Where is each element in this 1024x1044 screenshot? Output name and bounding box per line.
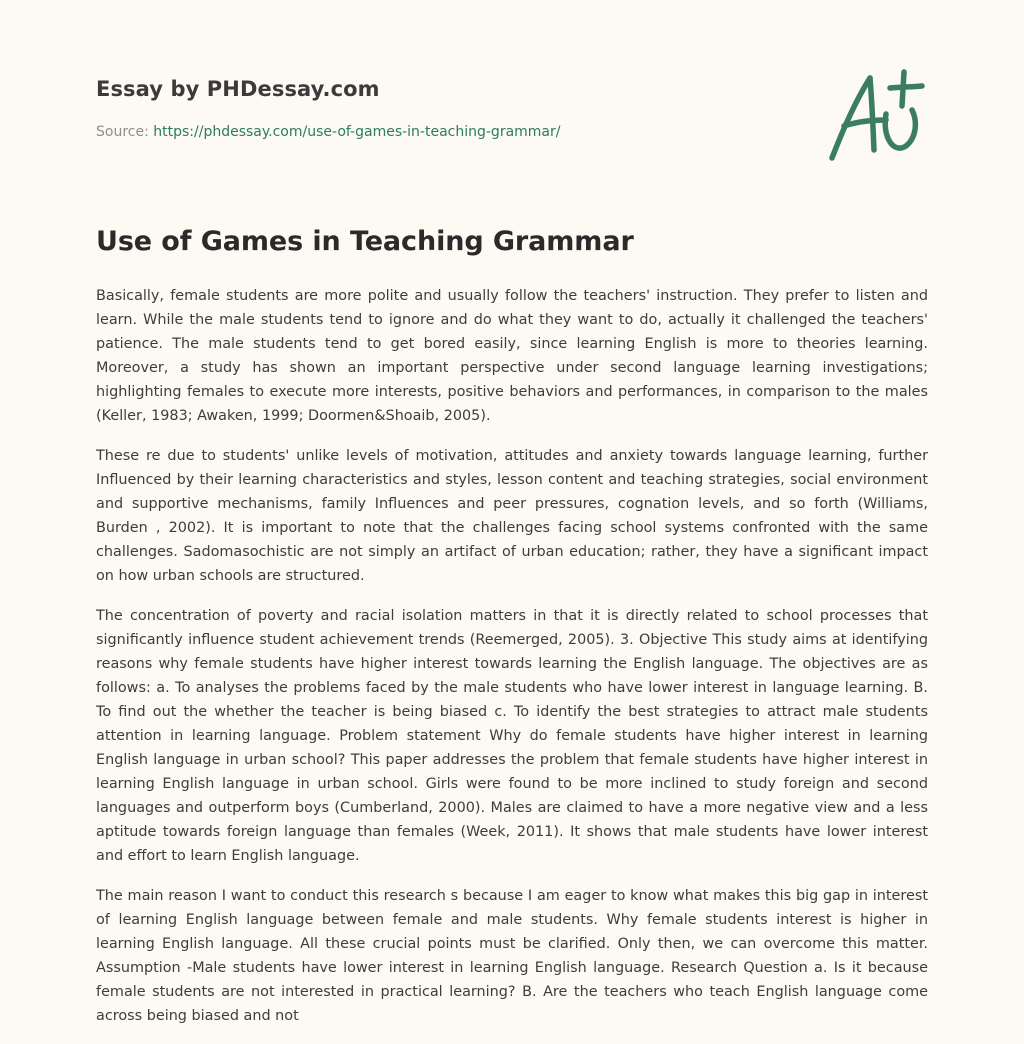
source-line (96, 124, 560, 140)
article-paragraph: The main reason I want to conduct this research s because I am eager to know what makes this big gap in interest of learning English language between female and male students. Why female students interest is higher in learning English language. All these crucial points must be clarified. Only then, we can overcome this matter. Assumption -Male students have lower interest in learning English language. Research Question a. Is it because female students are not interested in practical learning? B. Are the teachers who teach English language come across being biased and not (96, 888, 928, 1024)
article-paragraph: The concentration of poverty and racial isolation matters in that it is directly related to school processes that significantly influence student achievement trends (Reemerged, 2005). 3. Objective This study aims at identifying reasons why female students have higher interest towards learning the English language. The objectives are as follows: a. To analyses the problems faced by the male students who have lower interest in language learning. B. To find out the whether the teacher is being biased c. To identify the best strategies to attract male students attention in learning language. Problem statement Why do female students have higher interest in learning English language in urban school? This paper addresses the problem that female students have higher interest in learning English language in urban school. Girls were found to be more inclined to study foreign and second languages and outperform boys (Cumberland, 2000). Males are claimed to have a more negative view and a less aptitude towards foreign language than females (Week, 2011). It shows that male students have lower interest and effort to learn English language. (96, 608, 928, 864)
article-title: Use of Games in Teaching Grammar (96, 226, 634, 257)
site-brand: Essay by PHDessay.com (96, 77, 380, 101)
essay-page (96, 0, 928, 1044)
article-body (96, 284, 928, 1044)
article-paragraph: These re due to students' unlike levels of motivation, attitudes and anxiety towards language learning, further Influenced by their learning characteristics and styles, lesson content and teaching strategies, social environment and supportive mechanisms, family Influences and peer pressures, cognation levels, and so forth (Williams, Burden , 2002). It is important to note that the challenges facing school systems confronted with the same challenges. Sadomasochistic are not simply an artifact of urban education; rather, they have a significant impact on how urban schools are structured. (96, 448, 928, 584)
page-header (96, 0, 928, 200)
source-label: Source: (96, 124, 154, 140)
a-plus-grade-icon (824, 66, 928, 164)
source-link[interactable]: https://phdessay.com/use-of-games-in-teaching-grammar/ (153, 124, 561, 140)
article-paragraph: Basically, female students are more polite and usually follow the teachers' instruction. They prefer to listen and learn. While the male students tend to ignore and do what they want to do, actually it challenged the teachers' patience. The male students tend to get bored easily, since learning English is more to theories learning. Moreover, a study has shown an important perspective under second language learning investigations; highlighting females to execute more interests, positive behaviors and performances, in comparison to the males (Keller, 1983; Awaken, 1999; Doormen&Shoaib, 2005). (96, 288, 928, 424)
